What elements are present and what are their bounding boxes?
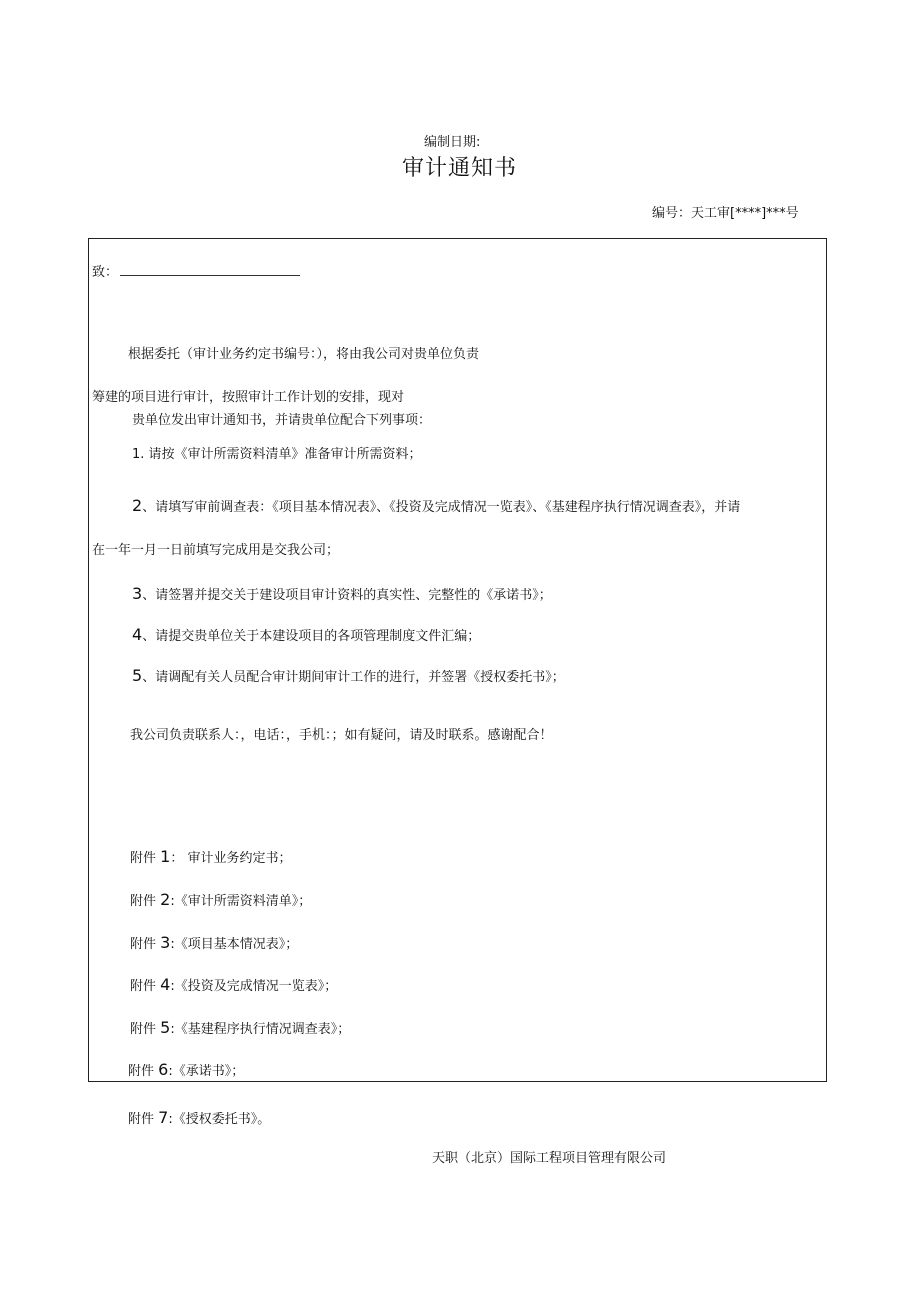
attachment-title: 《投资及完成情况一览表》；: [174, 979, 338, 994]
attachment-prefix: 附件: [130, 979, 161, 994]
item-5-number: 5: [132, 666, 143, 685]
attachment-separator: :: [170, 979, 175, 994]
attachment-title: 《承诺书》；: [172, 1064, 245, 1079]
item-3: [132, 584, 552, 603]
salutation: [92, 261, 300, 280]
attachment-5: [130, 1018, 350, 1037]
attachment-prefix: 附件: [128, 1112, 159, 1127]
attachment-2: [130, 890, 311, 909]
intro-line-3: 贵单位发出审计通知书，并请贵单位配合下列事项：: [132, 413, 432, 428]
attachment-title: 《项目基本情况表》；: [174, 937, 299, 952]
attachment-prefix: 附件: [130, 1022, 161, 1037]
company-name: 天职（北京）国际工程项目管理有限公司: [432, 1151, 667, 1166]
attachment-number: 2: [160, 890, 171, 909]
item-5: [132, 666, 565, 685]
attachment-7: [128, 1108, 270, 1127]
item-4: [132, 625, 480, 644]
attachment-6: [128, 1060, 244, 1079]
attachment-title: 《授权委托书》。: [172, 1112, 271, 1127]
attachment-separator: :: [170, 1022, 175, 1037]
attachment-number: 5: [160, 1018, 171, 1037]
document-number: 编号：天工审[****]***号: [652, 206, 799, 221]
attachment-separator: :: [168, 1112, 173, 1127]
attachment-separator: :: [170, 894, 175, 909]
attachment-1: [130, 847, 291, 866]
attachment-number: 6: [158, 1060, 169, 1079]
date-label: 编制日期:: [424, 135, 481, 150]
item-3-text: 、请签署并提交关于建设项目审计资料的真实性、完整性的《承诺书》；: [142, 588, 552, 603]
intro-line-1: 根据委托（审计业务约定书编号：），将由我公司对贵单位负责: [128, 347, 480, 362]
item-5-text: 、请调配有关人员配合审计期间审计工作的进行，并签署《授权委托书》；: [142, 670, 565, 685]
attachment-title: 《基建程序执行情况调查表》；: [174, 1022, 351, 1037]
contact-line: 我公司负责联系人：，电话：，手机：；如有疑问，请及时联系。感谢配合！: [130, 728, 553, 743]
attachment-number: 3: [160, 933, 171, 952]
document-title: 审计通知书: [402, 156, 518, 181]
item-2-number: 2: [132, 496, 143, 515]
to-label: 致：: [92, 265, 119, 280]
attachment-number: 1: [160, 847, 171, 866]
item-1: 1. 请按《审计所需资料清单》准备审计所需资料；: [132, 447, 422, 462]
item-2-continuation: 在一年一月一日前填写完成用是交我公司；: [92, 543, 340, 558]
attachment-3: [130, 933, 298, 952]
attachment-title: 《审计所需资料清单》；: [174, 894, 312, 909]
attachment-number: 4: [160, 975, 171, 994]
attachment-number: 7: [158, 1108, 169, 1127]
item-2-text: 、请填写审前调查表：《项目基本情况表》、《投资及完成情况一览表》、《基建程序执行情况调查表》，并请: [142, 500, 741, 515]
attachment-prefix: 附件: [130, 894, 161, 909]
intro-line-2: 筹建的项目进行审计，按照审计工作计划的安排，现对: [92, 390, 405, 405]
item-4-number: 4: [132, 625, 143, 644]
item-4-text: 、请提交贵单位关于本建设项目的各项管理制度文件汇编；: [142, 629, 481, 644]
attachment-prefix: 附件: [130, 851, 161, 866]
attachment-separator: :: [168, 1064, 173, 1079]
recipient-blank-line: [120, 263, 300, 276]
attachment-separator: :: [170, 937, 175, 952]
attachment-separator: ：: [170, 851, 184, 866]
item-3-number: 3: [132, 584, 143, 603]
attachment-title: 审计业务约定书；: [183, 851, 292, 866]
attachment-prefix: 附件: [128, 1064, 159, 1079]
attachment-4: [130, 975, 337, 994]
attachment-prefix: 附件: [130, 937, 161, 952]
item-2: [132, 496, 740, 515]
notice-frame: [88, 238, 827, 1082]
